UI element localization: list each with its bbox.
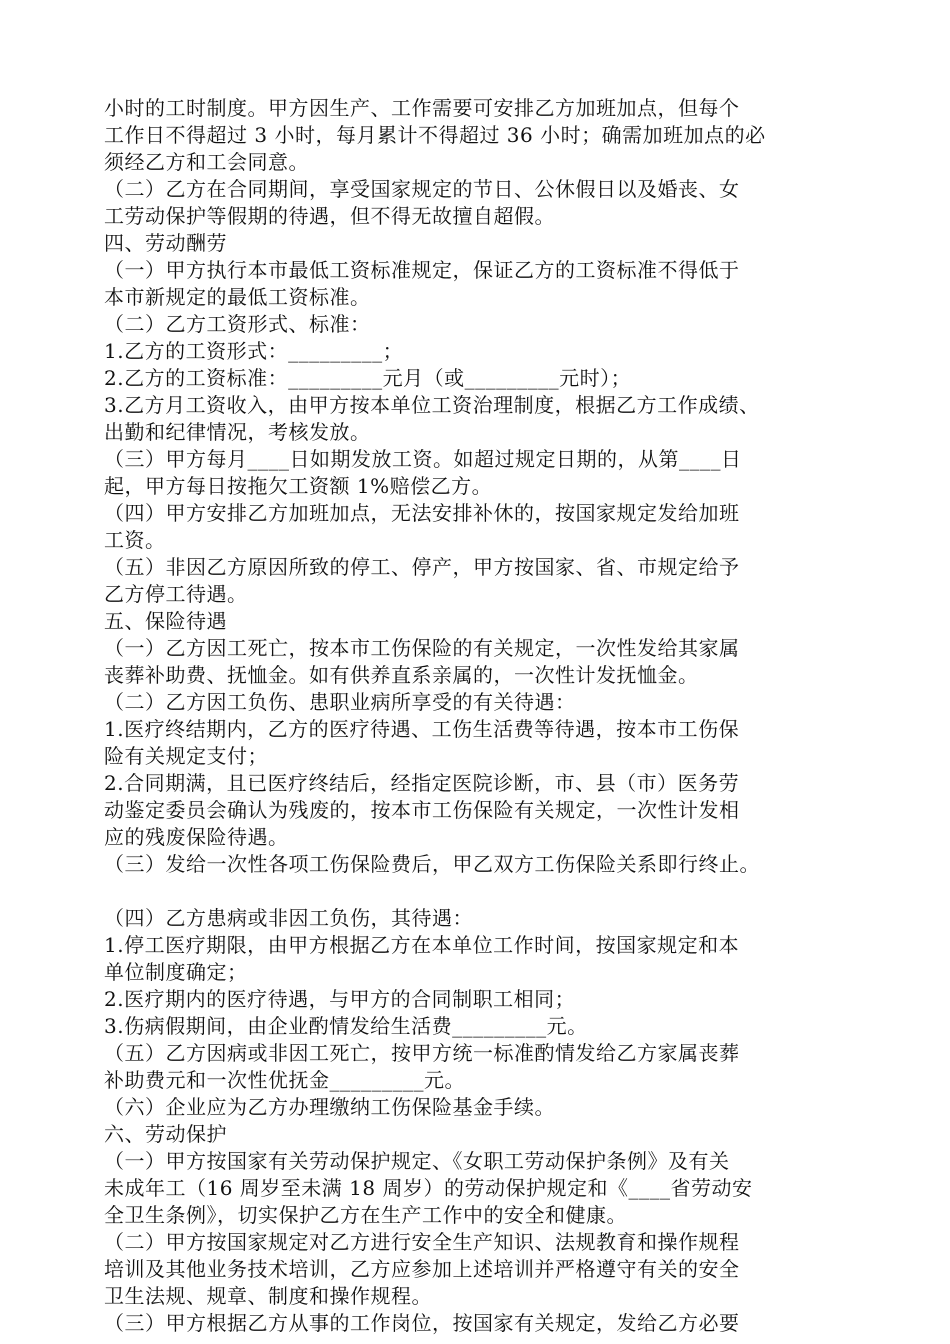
- section-heading: 六、劳动保护: [104, 1122, 227, 1146]
- text-line: 乙方停工待遇。: [104, 582, 248, 606]
- text-line: （五）乙方因病或非因工死亡，按甲方统一标准酌情发给乙方家属丧葬: [104, 1041, 740, 1065]
- text-line: 单位制度确定；: [104, 960, 248, 984]
- text-line: 本市新规定的最低工资标准。: [104, 285, 371, 309]
- text-line: 2.乙方的工资标准：_________元月（或_________元时）；: [104, 366, 632, 390]
- blank-line: [104, 878, 874, 905]
- text-line: （二）乙方在合同期间，享受国家规定的节日、公休假日以及婚丧、女: [104, 177, 740, 201]
- text-line: 3.伤病假期间，由企业酌情发给生活费_________元。: [104, 1014, 588, 1038]
- text-line: 出勤和纪律情况，考核发放。: [104, 420, 371, 444]
- text-line: 丧葬补助费、抚恤金。如有供养直系亲属的，一次性计发抚恤金。: [104, 663, 699, 687]
- text-line: （三）发给一次性各项工伤保险费后，甲乙双方工伤保险关系即行终止。: [104, 852, 760, 876]
- text-line: 起，甲方每日按拖欠工资额 1%赔偿乙方。: [104, 474, 493, 498]
- text-line: （三）甲方根据乙方从事的工作岗位，按国家有关规定，发给乙方必要: [104, 1311, 740, 1335]
- text-line: 卫生法规、规章、制度和操作规程。: [104, 1284, 432, 1308]
- text-line: 1.停工医疗期限，由甲方根据乙方在本单位工作时间，按国家规定和本: [104, 933, 740, 957]
- text-line: （四）乙方患病或非因工负伤，其待遇：: [104, 906, 473, 930]
- text-line: 3.乙方月工资收入，由甲方按本单位工资治理制度，根据乙方工作成绩、: [104, 393, 760, 417]
- text-line: 险有关规定支付；: [104, 744, 268, 768]
- text-line: （一）甲方按国家有关劳动保护规定、《女职工劳动保护条例》及有关: [104, 1149, 730, 1173]
- text-line: （二）乙方因工负伤、患职业病所享受的有关待遇：: [104, 690, 576, 714]
- text-line: （二）甲方按国家规定对乙方进行安全生产知识、法规教育和操作规程: [104, 1230, 740, 1254]
- text-line: 动鉴定委员会确认为残废的，按本市工伤保险有关规定，一次性计发相: [104, 798, 740, 822]
- text-line: 补助费元和一次性优抚金_________元。: [104, 1068, 465, 1092]
- text-line: 未成年工（16 周岁至未满 18 周岁）的劳动保护规定和《____省劳动安: [104, 1176, 753, 1200]
- text-line: （三）甲方每月____日如期发放工资。如超过规定日期的，从第____日: [104, 447, 742, 471]
- text-line: 2.合同期满，且已医疗终结后，经指定医院诊断，市、县（市）医务劳: [104, 771, 740, 795]
- text-line: 培训及其他业务技术培训，乙方应参加上述培训并严格遵守有关的安全: [104, 1257, 740, 1281]
- text-line: 应的残废保险待遇。: [104, 825, 289, 849]
- document-body: [104, 95, 874, 1337]
- text-line: （一）乙方因工死亡，按本市工伤保险的有关规定，一次性发给其家属: [104, 636, 740, 660]
- text-line: 工资。: [104, 528, 166, 552]
- section-heading: 五、保险待遇: [104, 609, 227, 633]
- text-line: 工作日不得超过 3 小时，每月累计不得超过 36 小时；确需加班加点的必: [104, 123, 766, 147]
- section-heading: 四、劳动酬劳: [104, 231, 227, 255]
- text-line: 须经乙方和工会同意。: [104, 150, 309, 174]
- text-line: （六）企业应为乙方办理缴纳工伤保险基金手续。: [104, 1095, 555, 1119]
- text-line: 2.医疗期内的医疗待遇，与甲方的合同制职工相同；: [104, 987, 576, 1011]
- text-line: 小时的工时制度。甲方因生产、工作需要可安排乙方加班加点，但每个: [104, 96, 740, 120]
- text-line: （二）乙方工资形式、标准：: [104, 312, 371, 336]
- text-line: （四）甲方安排乙方加班加点，无法安排补休的，按国家规定发给加班: [104, 501, 740, 525]
- text-line: 全卫生条例》，切实保护乙方在生产工作中的安全和健康。: [104, 1203, 627, 1227]
- text-line: 工劳动保护等假期的待遇，但不得无故擅自超假。: [104, 204, 555, 228]
- text-line: 1.医疗终结期内，乙方的医疗待遇、工伤生活费等待遇，按本市工伤保: [104, 717, 740, 741]
- text-line: （一）甲方执行本市最低工资标准规定，保证乙方的工资标准不得低于: [104, 258, 740, 282]
- text-line: 1.乙方的工资形式：_________；: [104, 339, 404, 363]
- text-line: （五）非因乙方原因所致的停工、停产，甲方按国家、省、市规定给予: [104, 555, 740, 579]
